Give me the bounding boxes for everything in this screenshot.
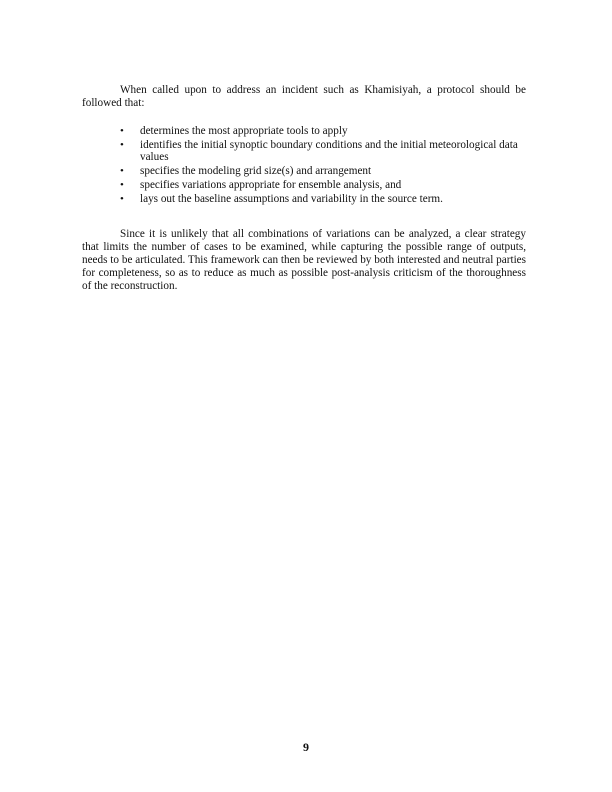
bullet-icon: •	[120, 165, 124, 178]
list-item	[120, 139, 520, 164]
list-item	[120, 165, 520, 178]
bullet-icon: •	[120, 138, 124, 151]
protocol-bullet-list	[120, 125, 520, 207]
intro-paragraph: When called upon to address an incident such as Khamisiyah, a protocol should be followed that:	[82, 84, 526, 109]
list-item-text: lays out the baseline assumptions and variability in the source term.	[140, 193, 443, 206]
list-item-text: identifies the initial synoptic boundary conditions and the initial meteorological data values	[140, 138, 518, 164]
bullet-icon: •	[120, 193, 124, 206]
list-item-text: specifies variations appropriate for ensemble analysis, and	[140, 179, 402, 192]
strategy-paragraph: Since it is unlikely that all combinations of variations can be analyzed, a clear strategy that limits the number of cases to be examined, while capturing the possible range of outputs, needs to be articulated. This framework can then be reviewed by both interested and neutral parties for completeness, so as to reduce as much as possible post-analysis criticism of the thoroughness of the reconstruction.	[82, 228, 526, 292]
list-item-text: specifies the modeling grid size(s) and arrangement	[140, 165, 372, 178]
list-item	[120, 125, 520, 138]
page-number: 9	[303, 740, 309, 754]
bullet-icon: •	[120, 179, 124, 192]
list-item	[120, 193, 520, 206]
list-item	[120, 179, 520, 192]
bullet-icon: •	[120, 125, 124, 137]
list-item-text: determines the most appropriate tools to apply	[140, 125, 348, 137]
